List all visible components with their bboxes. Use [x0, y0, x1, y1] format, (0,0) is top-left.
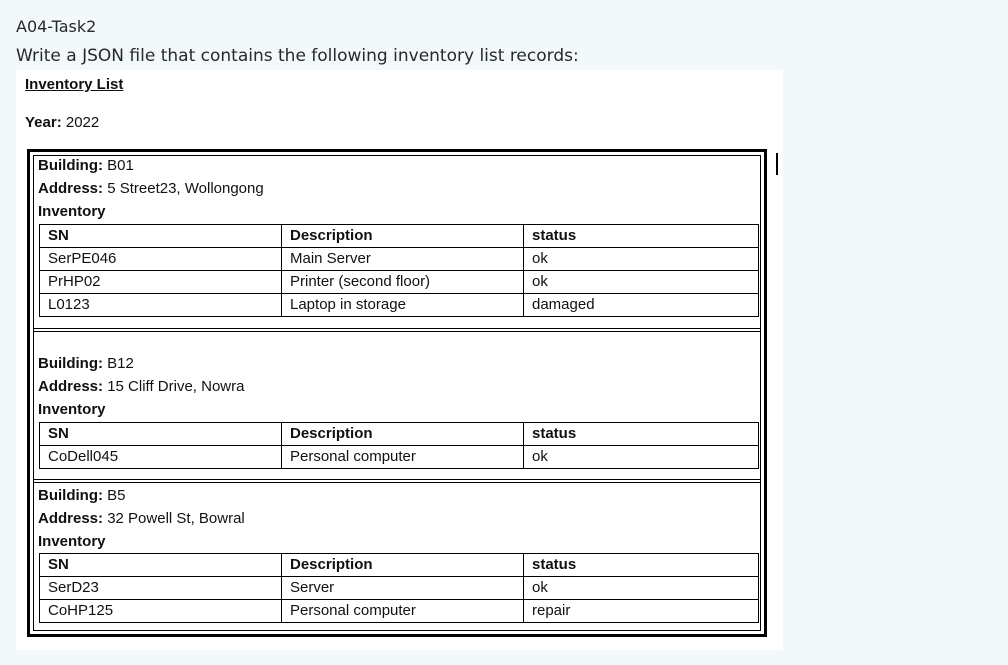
- document-heading: Inventory List: [25, 76, 124, 93]
- column-header-sn: SN: [40, 554, 282, 577]
- column-header-description: Description: [282, 554, 524, 577]
- border-artifact: [776, 153, 778, 175]
- building-line: Building: B5: [38, 487, 126, 504]
- address-line: Address: 32 Powell St, Bowral: [38, 510, 245, 527]
- column-header-sn: SN: [40, 225, 282, 248]
- building-block: [34, 355, 760, 483]
- inventory-document-image: [16, 70, 783, 650]
- inventory-table: [39, 553, 759, 623]
- table-row: SerPE046 Main Server ok: [40, 248, 759, 271]
- table-header-row: [40, 423, 759, 446]
- table-row: L0123 Laptop in storage damaged: [40, 294, 759, 317]
- inventory-label: Inventory: [38, 401, 106, 418]
- inventory-frame: [27, 149, 767, 637]
- building-code: B5: [107, 487, 126, 504]
- table-row: CoHP125 Personal computer repair: [40, 600, 759, 623]
- building-code: B12: [107, 355, 134, 372]
- inventory-label: Inventory: [38, 203, 106, 220]
- section-divider: [34, 479, 760, 483]
- column-header-status: status: [524, 554, 759, 577]
- table-row: PrHP02 Printer (second floor) ok: [40, 271, 759, 294]
- building-address: 5 Street23, Wollongong: [107, 180, 264, 197]
- task-title: A04-Task2: [16, 17, 97, 36]
- year-line: [25, 114, 99, 131]
- column-header-status: status: [524, 225, 759, 248]
- table-header-row: [40, 554, 759, 577]
- table-header-row: [40, 225, 759, 248]
- table-row: CoDell045 Personal computer ok: [40, 446, 759, 469]
- address-line: Address: 15 Cliff Drive, Nowra: [38, 378, 245, 395]
- address-line: Address: 5 Street23, Wollongong: [38, 180, 264, 197]
- year-label: Year:: [25, 114, 62, 131]
- building-address: 32 Powell St, Bowral: [107, 510, 245, 527]
- table-row: SerD23 Server ok: [40, 577, 759, 600]
- inventory-table: [39, 422, 759, 469]
- task-instruction: Write a JSON file that contains the following inventory list records:: [16, 46, 579, 66]
- building-block: [34, 487, 760, 637]
- inventory-label: Inventory: [38, 533, 106, 550]
- column-header-description: Description: [282, 225, 524, 248]
- section-divider: [34, 328, 760, 332]
- column-header-description: Description: [282, 423, 524, 446]
- building-address: 15 Cliff Drive, Nowra: [107, 378, 245, 395]
- year-value: 2022: [65, 114, 100, 131]
- column-header-status: status: [524, 423, 759, 446]
- building-line: Building: B01: [38, 157, 134, 174]
- column-header-sn: SN: [40, 423, 282, 446]
- building-code: B01: [107, 157, 134, 174]
- inventory-table: [39, 224, 759, 317]
- building-line: Building: B12: [38, 355, 134, 372]
- building-block: [34, 156, 760, 328]
